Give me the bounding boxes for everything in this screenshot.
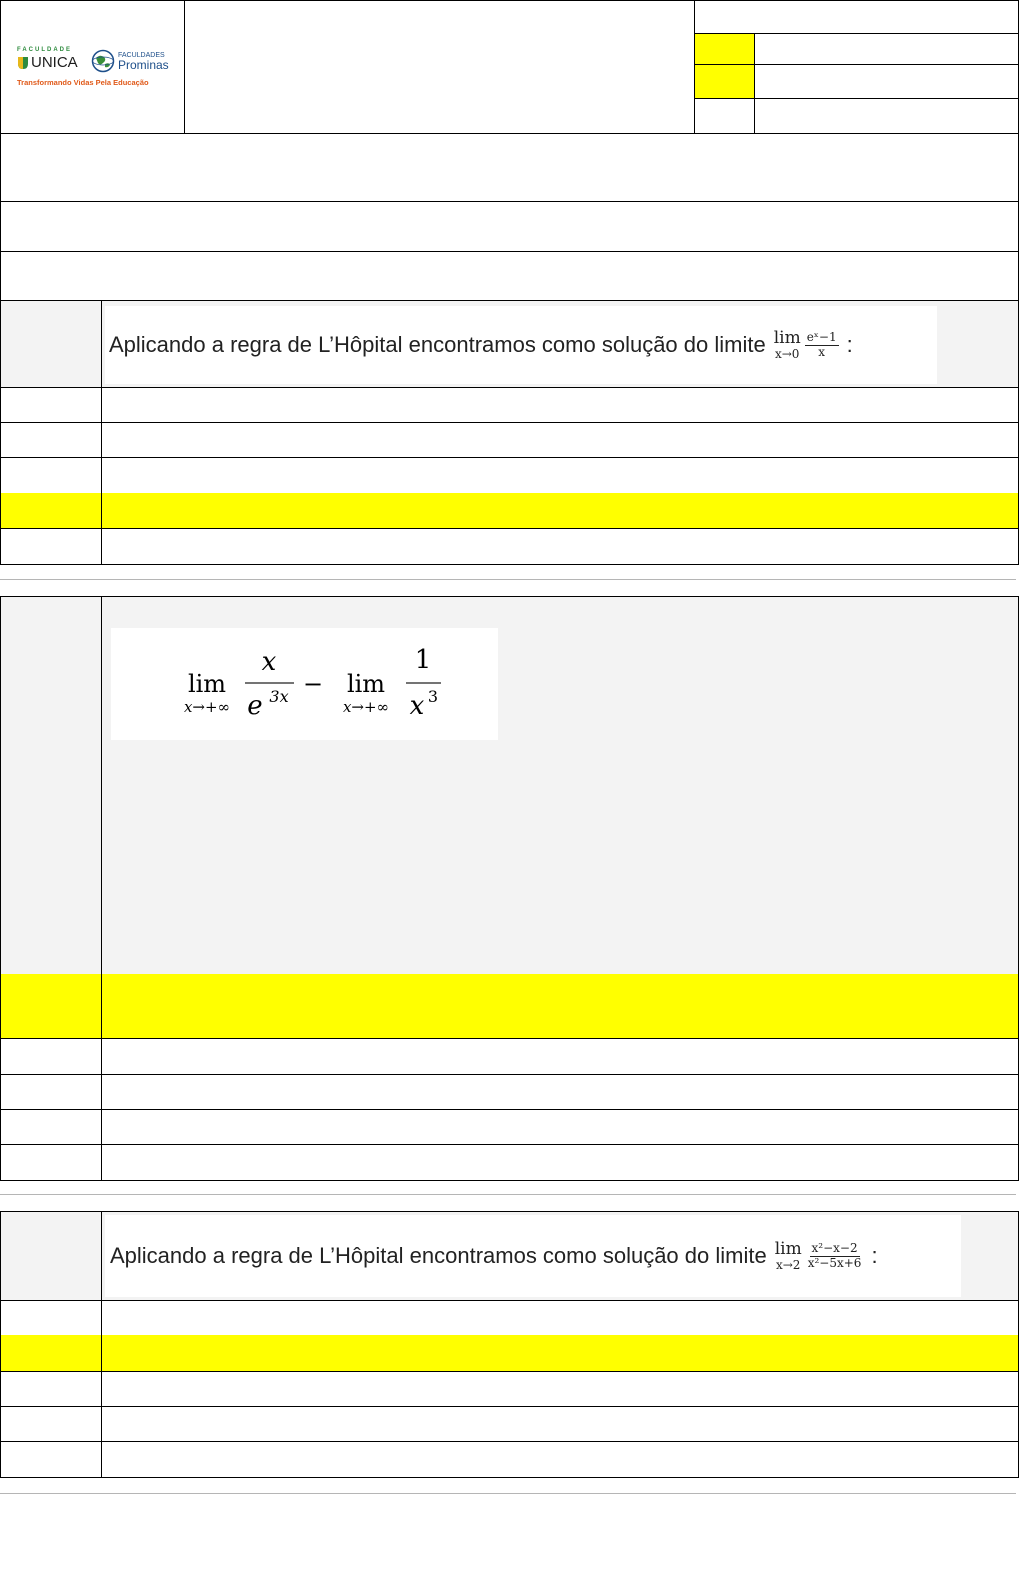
question-3-statement bbox=[105, 1215, 961, 1297]
question-3-number-cell bbox=[1, 1212, 102, 1300]
q2-left-lim: lim bbox=[187, 670, 227, 698]
question-3-body bbox=[102, 1212, 1018, 1300]
question-1-number-cell bbox=[1, 301, 102, 387]
q2-right-lim: lim bbox=[346, 670, 386, 698]
question-3-lim: lim bbox=[774, 1239, 802, 1259]
info-row-3-value bbox=[755, 65, 1018, 99]
logo-unica-text: UNICA bbox=[31, 54, 78, 71]
question-1-text: Aplicando a regra de L’Hôpital encontramos como solução do limite bbox=[109, 332, 766, 357]
q2-right-denominator: x bbox=[409, 691, 425, 721]
question-1-lim-sub: x→0 bbox=[774, 347, 800, 361]
q2-option-3[interactable] bbox=[0, 1074, 1019, 1110]
logo-prominas-text: Prominas bbox=[118, 57, 169, 72]
question-3 bbox=[0, 1211, 1019, 1301]
logo-unica-row bbox=[17, 54, 87, 71]
question-3-colon: : bbox=[871, 1243, 878, 1268]
info-row-wide-1 bbox=[0, 133, 1019, 202]
q1-option-1[interactable] bbox=[0, 387, 1019, 423]
q1-option-4-letter bbox=[1, 493, 102, 528]
question-3-lim-sub: x→2 bbox=[775, 1258, 801, 1272]
q2-minus: − bbox=[302, 670, 324, 698]
prominas-logo bbox=[91, 47, 176, 75]
question-3-text: Aplicando a regra de L’Hôpital encontramos como solução do limite bbox=[110, 1243, 767, 1268]
q1-option-5[interactable] bbox=[0, 528, 1019, 565]
q3-option-4-letter bbox=[1, 1406, 102, 1441]
q2-option-2-letter bbox=[1, 1038, 102, 1074]
q2-right-numerator: 1 bbox=[414, 645, 432, 675]
question-separator-2 bbox=[0, 1194, 1016, 1195]
unica-shield-icon bbox=[17, 56, 29, 70]
info-grid bbox=[695, 1, 1018, 133]
q1-option-2-letter bbox=[1, 422, 102, 457]
question-1-limit bbox=[774, 330, 801, 360]
q3-option-5-letter bbox=[1, 1441, 102, 1477]
question-1-colon: : bbox=[846, 332, 853, 357]
q3-option-1[interactable] bbox=[0, 1300, 1019, 1336]
question-3-numerator: x²−x−2 bbox=[811, 1241, 858, 1256]
header-table bbox=[0, 0, 1019, 134]
info-row-2-value bbox=[755, 34, 1018, 65]
title-cell bbox=[185, 1, 695, 133]
q2-option-1-correct[interactable] bbox=[0, 974, 1019, 1039]
q3-option-1-letter bbox=[1, 1300, 102, 1335]
question-1-numerator: eˣ−1 bbox=[806, 330, 837, 345]
question-2 bbox=[0, 596, 1019, 975]
info-row-4-value bbox=[755, 99, 1018, 133]
info-row-1 bbox=[695, 1, 1018, 34]
q1-option-3-letter bbox=[1, 457, 102, 493]
q1-option-4-correct[interactable] bbox=[0, 493, 1019, 529]
q3-option-3[interactable] bbox=[0, 1371, 1019, 1407]
question-2-expression bbox=[111, 628, 498, 740]
q3-option-3-letter bbox=[1, 1371, 102, 1406]
logo-faculdades-text: FACULDADES bbox=[118, 51, 165, 59]
question-3-fraction bbox=[806, 1242, 864, 1269]
q2-option-5-letter bbox=[1, 1144, 102, 1180]
q2-option-1-letter bbox=[1, 974, 102, 1038]
logo-slogan: Transformando Vidas Pela Educação bbox=[17, 78, 149, 87]
q1-option-2[interactable] bbox=[0, 422, 1019, 458]
q2-option-4-letter bbox=[1, 1109, 102, 1144]
question-2-body bbox=[102, 597, 1018, 974]
question-3-limit bbox=[775, 1241, 802, 1271]
q2-option-3-letter bbox=[1, 1074, 102, 1109]
question-1-denominator: x bbox=[818, 344, 826, 359]
faculdade-unica-logo bbox=[17, 47, 87, 77]
q2-right-denominator-exp: 3 bbox=[427, 687, 439, 706]
q3-option-5[interactable] bbox=[0, 1441, 1019, 1478]
logo-faculdade-text: FACULDADE bbox=[17, 47, 72, 53]
q1-option-3[interactable] bbox=[0, 457, 1019, 494]
globe-icon bbox=[91, 49, 115, 73]
q2-left-lim-sub: x→+∞ bbox=[183, 698, 231, 716]
q3-option-4[interactable] bbox=[0, 1406, 1019, 1442]
info-row-4-mark bbox=[695, 99, 755, 133]
question-1-lim: lim bbox=[773, 328, 801, 348]
question-1-body bbox=[102, 301, 1018, 387]
info-row-wide-2 bbox=[0, 201, 1019, 252]
question-separator-3 bbox=[0, 1493, 1016, 1494]
q1-option-5-letter bbox=[1, 528, 102, 564]
q2-option-5[interactable] bbox=[0, 1144, 1019, 1181]
question-2-formula bbox=[111, 628, 498, 740]
logo-cell bbox=[1, 1, 185, 133]
q3-option-2-letter bbox=[1, 1335, 102, 1371]
info-row-2-mark bbox=[695, 34, 755, 65]
question-3-denominator: x²−5x+6 bbox=[807, 1255, 862, 1270]
q2-option-2[interactable] bbox=[0, 1038, 1019, 1075]
question-1-fraction bbox=[805, 331, 839, 358]
q2-left-denominator-exp: 3x bbox=[269, 687, 289, 706]
q3-option-2-correct[interactable] bbox=[0, 1335, 1019, 1372]
question-separator-1 bbox=[0, 579, 1016, 580]
q2-right-lim-sub: x→+∞ bbox=[342, 698, 390, 716]
question-2-number-cell bbox=[1, 597, 102, 974]
q2-left-numerator: x bbox=[261, 647, 277, 677]
info-row-3-mark bbox=[695, 65, 755, 99]
q2-left-denominator: e bbox=[247, 691, 263, 721]
q2-option-4[interactable] bbox=[0, 1109, 1019, 1145]
question-1-statement bbox=[105, 306, 937, 384]
question-1 bbox=[0, 301, 1019, 388]
info-row-wide-3 bbox=[0, 251, 1019, 302]
q1-option-1-letter bbox=[1, 387, 102, 422]
